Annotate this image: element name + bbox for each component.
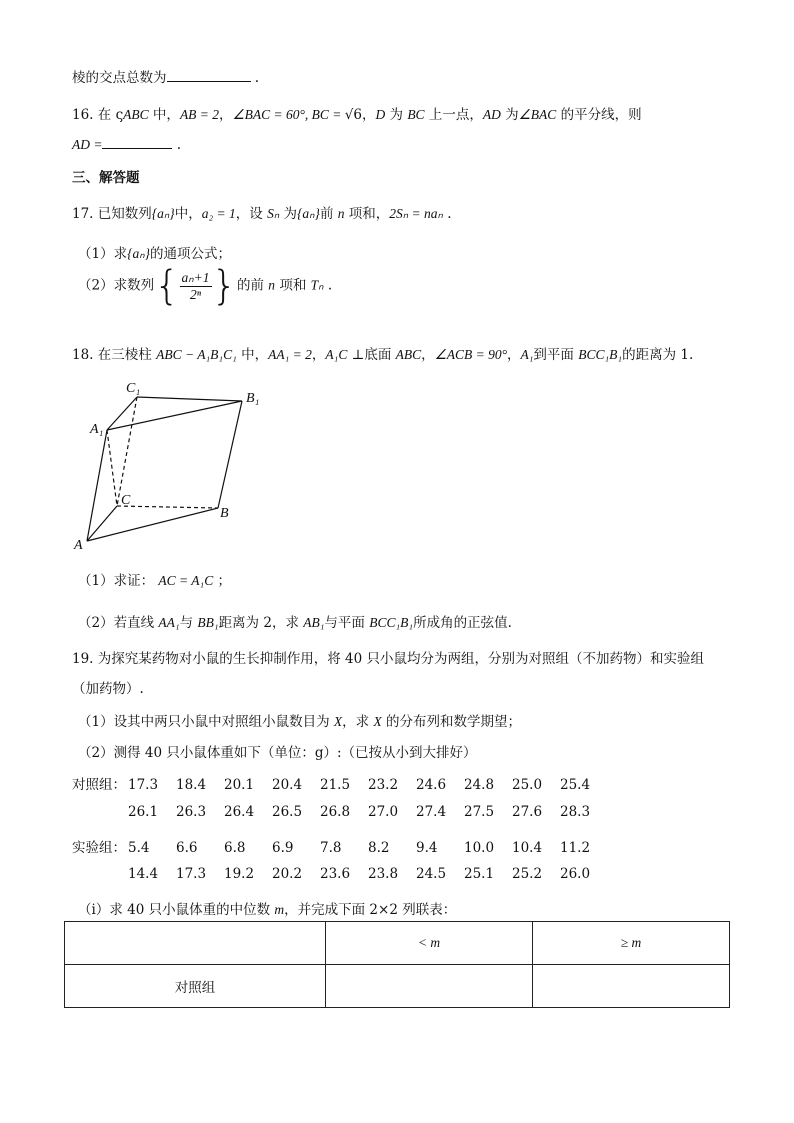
weight-value: 26.1 — [128, 804, 159, 820]
edge-c1-b1 — [137, 397, 242, 401]
experiment-row-1: 实验组： 5.4 6.6 6.8 6.9 7.8 8.2 9.4 10.0 10.4 11.2 — [72, 836, 608, 856]
weight-value: 7.8 — [320, 840, 342, 856]
weight-value: 11.2 — [560, 840, 591, 856]
table-input-cell[interactable] — [533, 965, 730, 1008]
weight-value: 26.4 — [224, 804, 255, 820]
weight-value: 27.5 — [464, 804, 495, 820]
contingency-table — [64, 921, 730, 1008]
weight-value: 10.4 — [512, 840, 543, 856]
weight-value: 26.3 — [176, 804, 207, 820]
q19-part-i: （i）求 40 只小鼠体重的中位数 m，并完成下面 2×2 列联表： — [78, 902, 457, 918]
q19-line2: （加药物）. — [72, 681, 144, 697]
weight-value: 26.0 — [560, 866, 591, 882]
label-c: C — [121, 493, 131, 508]
weight-value: 28.3 — [560, 804, 591, 820]
q18-part1: （1）求证： AC = A₁C ； — [78, 573, 231, 589]
weight-value: 27.4 — [416, 804, 447, 820]
q18-part2: （2）若直线 AA₁与 BB₁距离为 2，求 AB₁与平面 BCC₁B₁所成角的正弦值. — [78, 615, 512, 631]
edge-c-b — [117, 506, 218, 508]
weight-value: 6.8 — [224, 840, 246, 856]
q15-tail: 棱的交点总数为 . — [72, 70, 260, 86]
label-c1: C₁ — [126, 381, 141, 396]
table-cell — [65, 922, 326, 965]
q16-line2: AD = . — [72, 137, 182, 153]
prism-figure — [70, 378, 280, 558]
left-brace-icon: { — [154, 263, 180, 309]
weight-value: 25.1 — [464, 866, 495, 882]
weight-value: 24.8 — [464, 777, 495, 793]
experiment-row-2 — [128, 866, 608, 882]
weight-value: 23.2 — [368, 777, 399, 793]
weight-value: 6.6 — [176, 840, 198, 856]
edge-a-c — [87, 506, 117, 541]
right-brace-icon: } — [211, 263, 237, 309]
q16-line1: 16. 在 ςABC 中，AB = 2，∠BAC = 60°, BC = √6，D 为 BC 上一点，AD 为∠BAC 的平分线，则 — [72, 107, 642, 123]
table-cell: < m — [326, 922, 533, 965]
table-row — [65, 965, 730, 1008]
weight-value: 10.0 — [464, 840, 495, 856]
weight-value: 25.2 — [512, 866, 543, 882]
label-a: A — [74, 538, 83, 553]
edge-a1-c — [107, 430, 117, 506]
weight-value: 23.8 — [368, 866, 399, 882]
table-cell: ≥ m — [533, 922, 730, 965]
q17-part2: （2）求数列{ $\frac{\text{aₙ+1}}{\text{2ⁿ}}$ }的前 n 项和 Tₙ . — [78, 263, 333, 309]
weight-value: 20.1 — [224, 777, 255, 793]
weight-value: 23.6 — [320, 866, 351, 882]
answer-blank[interactable] — [167, 69, 251, 82]
edge-a1-a — [87, 430, 107, 541]
weight-value: 8.2 — [368, 840, 390, 856]
weight-value: 24.6 — [416, 777, 447, 793]
label-b: B — [220, 506, 229, 521]
q19-part2: （2）测得 40 只小鼠体重如下（单位：g）:（已按从小到大排好） — [78, 745, 477, 761]
weight-value: 17.3 — [176, 866, 207, 882]
q17-part1: （1）求{aₙ}的通项公式； — [78, 246, 232, 262]
weight-value: 19.2 — [224, 866, 255, 882]
label-a1: A₁ — [90, 422, 104, 437]
edge-a1-b1 — [107, 401, 242, 430]
table-header-row — [65, 922, 730, 965]
table-input-cell[interactable] — [326, 965, 533, 1008]
control-row-1: 对照组： 17.3 18.4 20.1 20.4 21.5 23.2 24.6 24.8 25.0 25.4 — [72, 773, 608, 793]
weight-value: 25.0 — [512, 777, 543, 793]
weight-value: 21.5 — [320, 777, 351, 793]
weight-value: 18.4 — [176, 777, 207, 793]
answer-blank[interactable] — [102, 136, 172, 149]
control-row-2 — [128, 804, 608, 820]
weight-value: 17.3 — [128, 777, 159, 793]
weight-value: 14.4 — [128, 866, 159, 882]
section-heading: 三、解答题 — [72, 170, 140, 186]
weight-value: 20.2 — [272, 866, 303, 882]
weight-value: 27.0 — [368, 804, 399, 820]
label-b1: B₁ — [246, 391, 260, 406]
fraction: $\frac{\text{aₙ+1}}{\text{2ⁿ}}$ — [181, 269, 210, 302]
edge-b1-b — [218, 401, 242, 508]
weight-value: 9.4 — [416, 840, 438, 856]
weight-value: 26.5 — [272, 804, 303, 820]
q17-stem: 17. 已知数列{aₙ}中，a₂ = 1，设 Sₙ 为{aₙ}前 n 项和，2Sₙ = naₙ . — [72, 206, 452, 222]
weight-value: 20.4 — [272, 777, 303, 793]
weight-value: 5.4 — [128, 840, 150, 856]
q19-part1: （1）设其中两只小鼠中对照组小鼠数目为 X，求 X 的分布列和数学期望； — [78, 714, 521, 730]
weight-value: 24.5 — [416, 866, 447, 882]
weight-value: 26.8 — [320, 804, 351, 820]
q19-line1: 19. 为探究某药物对小鼠的生长抑制作用，将 40 只小鼠均分为两组，分别为对照组（不加药物）和实验组 — [72, 651, 705, 667]
table-cell: 对照组 — [65, 965, 326, 1008]
edge-a-b — [87, 508, 218, 541]
q18-stem: 18. 在三棱柱 ABC − A₁B₁C₁ 中，AA₁ = 2，A₁C ⊥底面 ABC，∠ACB = 90°，A₁到平面 BCC₁B₁的距离为 1. — [72, 347, 694, 363]
weight-value: 6.9 — [272, 840, 294, 856]
edge-c1-c — [117, 397, 137, 506]
weight-value: 25.4 — [560, 777, 591, 793]
weight-value: 27.6 — [512, 804, 543, 820]
